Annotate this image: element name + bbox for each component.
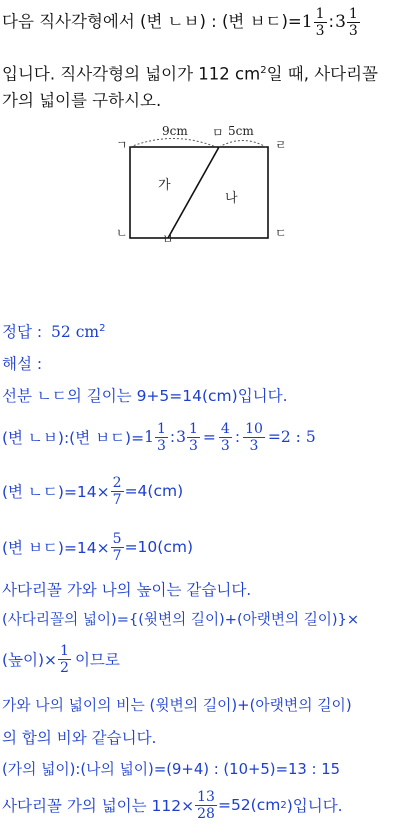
dim-arc-left	[130, 139, 216, 148]
solution-line-10: (가의 넓이):(나의 넓이)=(9+4) : (10+5)=13 : 15	[2, 761, 341, 778]
diagonal-segment	[168, 147, 219, 238]
solution-line-2: (변 ㄴㅂ):(변 ㅂㄷ)= 1 $\frac{1}{3}$ : 3 $\frac{1}{3}$ = $\frac{4}{3}$ : $\frac{10}{3}$ =2 : 5	[2, 420, 316, 454]
dim-arc-right	[219, 141, 266, 148]
mixed-number-1: 1 $\frac{1}{3}$	[301, 5, 325, 39]
corner-label-bl: ㄴ	[116, 226, 128, 240]
corner-label-bm: ㅂ	[162, 232, 174, 246]
corner-label-br: ㄷ	[275, 226, 287, 240]
solution-line-6: (사다리꼴의 넓이)={(윗변의 길이)+(아랫변의 길이)}×	[2, 611, 360, 628]
explanation-label: 해설 :	[2, 355, 43, 373]
solution-line-5: 사다리꼴 가와 나의 높이는 같습니다.	[2, 581, 252, 599]
problem-line-3: 가의 넓이를 구하시오.	[2, 91, 162, 110]
corner-label-tr: ㄹ	[275, 138, 287, 152]
solution-line-8: 가와 나의 넓이의 비는 (윗변의 길이)+(아랫변의 길이)	[2, 697, 352, 714]
solution-line-1: 선분 ㄴㄷ의 길이는 9+5=14(cm)입니다.	[2, 387, 288, 405]
figure-svg	[110, 120, 300, 245]
solution-line-3: (변 ㄴㄷ)=14× $\frac{2}{7}$ =4(cm)	[2, 474, 184, 508]
problem-line-1: 다음 직사각형에서 (변 ㄴㅂ) : (변 ㅂㄷ)= 1 $\frac{1}{3}$ : 3 $\frac{1}{3}$	[2, 4, 361, 40]
dim-label-left: 9cm	[162, 124, 188, 138]
dim-label-right: 5cm	[228, 124, 254, 138]
problem-text: 다음 직사각형에서 (변 ㄴㅂ) : (변 ㅂㄷ)=	[2, 12, 302, 31]
answer-line: 정답 : 52 $cm^2$	[2, 322, 106, 341]
problem-line-2: 입니다. 직사각형의 넓이가 112 $cm^2$일 때, 사다리꼴	[2, 64, 378, 84]
corner-label-tl: ㄱ	[116, 138, 128, 152]
rectangle-outline	[130, 147, 268, 238]
region-label-a: 가	[158, 178, 171, 193]
solution-line-4: (변 ㅂㄷ)=14× $\frac{5}{7}$ =10(cm)	[2, 530, 193, 564]
rectangle-figure	[110, 120, 300, 245]
solution-line-7: (높이)× $\frac{1}{2}$ 이므로	[2, 642, 120, 676]
region-label-b: 나	[225, 191, 238, 206]
solution-line-11: 사다리꼴 가의 넓이는 112× $\frac{13}{28}$ =52(cm 2 )입니다.	[2, 788, 343, 822]
solution-line-9: 의 합의 비와 같습니다.	[2, 729, 157, 747]
mixed-number-2: 3 $\frac{1}{3}$	[335, 5, 358, 39]
corner-label-tm: ㅁ	[212, 126, 224, 140]
